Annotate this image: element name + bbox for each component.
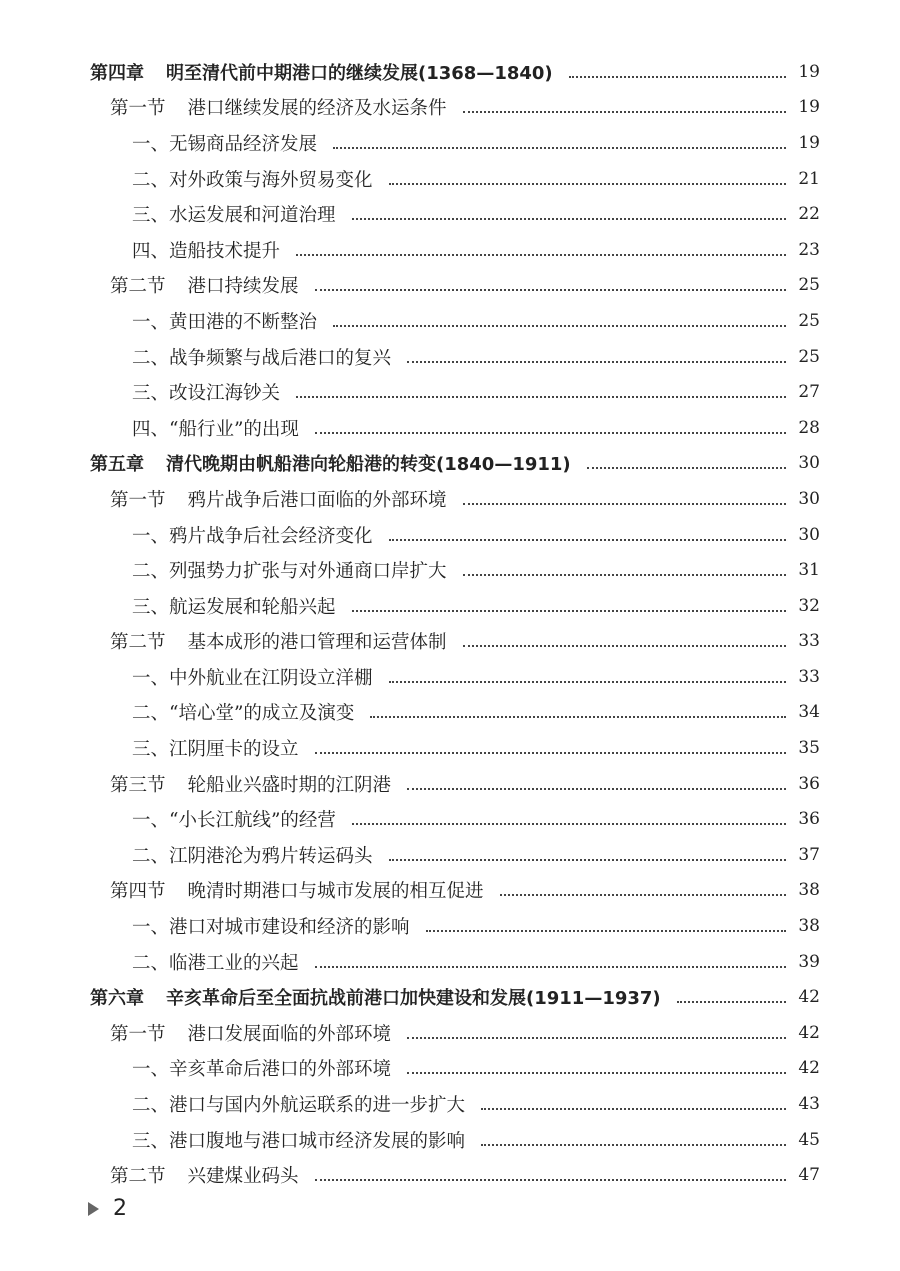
dot-leader [463, 501, 786, 505]
toc-entry-label [132, 522, 373, 548]
toc-entry-page: 47 [798, 1165, 820, 1186]
dot-leader [315, 750, 786, 754]
toc-entry-title: 对外政策与海外贸易变化 [169, 169, 373, 191]
toc-entry-title: 晚清时期港口与城市发展的相互促进 [187, 881, 484, 903]
toc-entry-number: 一、 [132, 133, 170, 155]
toc-entry-item [90, 161, 820, 197]
dot-leader [370, 714, 786, 718]
toc-entry-page: 19 [798, 132, 820, 153]
toc-entry-number: 第二节 [110, 632, 166, 654]
toc-entry-number: 一、 [132, 917, 170, 939]
toc-entry-section [90, 766, 820, 802]
toc-entry-title: 港口对城市建设和经济的影响 [169, 917, 410, 939]
toc-entry-number: 一、 [132, 667, 170, 689]
toc-entry-number: 第四节 [110, 881, 166, 903]
toc-entry-number: 二、 [132, 169, 170, 191]
toc-entry-item [90, 908, 820, 944]
toc-entry-label [132, 415, 299, 441]
toc-entry-section [90, 268, 820, 304]
toc-entry-item [90, 695, 820, 731]
toc-entry-label [132, 913, 410, 939]
toc-entry-title: “培心堂”的成立及演变 [169, 703, 355, 725]
toc-entry-title: 江阴港沦为鸦片转运码头 [169, 845, 373, 867]
toc-entry-label [110, 272, 299, 298]
toc-entry-page: 30 [798, 453, 820, 474]
toc-entry-number: 三、 [132, 1130, 170, 1152]
toc-entry-title: 临港工业的兴起 [169, 952, 299, 974]
toc-entry-number: 第六章 [90, 988, 144, 1010]
toc-entry-page: 35 [798, 738, 820, 759]
dot-leader [407, 786, 786, 790]
toc-entry-label [90, 984, 661, 1010]
toc-entry-page: 36 [798, 773, 820, 794]
toc-entry-page: 45 [798, 1129, 820, 1150]
toc-entry-item [90, 659, 820, 695]
toc-entry-page: 42 [798, 1058, 820, 1079]
toc-entry-page: 36 [798, 809, 820, 830]
dot-leader [463, 572, 786, 576]
toc-entry-item [90, 374, 820, 410]
toc-entry-title: 港口持续发展 [187, 276, 299, 298]
toc-entry-title: 造船技术提升 [169, 240, 281, 262]
toc-entry-number: 四、 [132, 240, 170, 262]
toc-entry-title: 基本成形的港口管理和运营体制 [187, 632, 447, 654]
toc-entry-label [132, 379, 280, 405]
dot-leader [352, 821, 786, 825]
dot-leader [407, 1070, 786, 1074]
toc-entry-page: 25 [798, 310, 820, 331]
toc-entry-label [110, 1162, 299, 1188]
toc-entry-label [132, 806, 336, 832]
toc-entry-number: 二、 [132, 952, 170, 974]
toc-entry-title: 黄田港的不断整治 [169, 311, 318, 333]
dot-leader [426, 928, 786, 932]
toc-entry-title: 中外航业在江阴设立洋棚 [169, 667, 373, 689]
dot-leader [389, 181, 786, 185]
toc-entry-label [90, 450, 571, 476]
toc-entry-number: 一、 [132, 810, 170, 832]
toc-entry-item [90, 517, 820, 553]
toc-entry-label [110, 94, 447, 120]
toc-entry-page: 42 [798, 1022, 820, 1043]
toc-entry-item [90, 1051, 820, 1087]
dot-leader [677, 999, 786, 1003]
dot-leader [481, 1106, 786, 1110]
toc-entry-label [110, 486, 447, 512]
toc-entry-section [90, 624, 820, 660]
toc-entry-label [132, 1127, 465, 1153]
toc-entry-number: 第二节 [110, 276, 166, 298]
toc-entry-title: 江阴厘卡的设立 [169, 739, 299, 761]
dot-leader [315, 287, 786, 291]
dot-leader [500, 892, 786, 896]
toc-entry-number: 三、 [132, 205, 170, 227]
toc-entry-label [110, 771, 391, 797]
toc-entry-item [90, 339, 820, 375]
dot-leader [569, 74, 786, 78]
toc-entry-title: 改设江海钞关 [169, 383, 281, 405]
toc-entry-title: 港口发展面临的外部环境 [187, 1023, 392, 1045]
toc-entry-label [132, 949, 299, 975]
toc-entry-page: 33 [798, 631, 820, 652]
toc-entry-page: 38 [798, 880, 820, 901]
toc-entry-section [90, 873, 820, 909]
toc-entry-title: 兴建煤业码头 [187, 1166, 299, 1188]
toc-entry-number: 三、 [132, 596, 170, 618]
dot-leader [296, 252, 786, 256]
toc-entry-item [90, 944, 820, 980]
toc-entry-title: 无锡商品经济发展 [169, 133, 318, 155]
toc-entry-label [132, 130, 317, 156]
toc-entry-page: 43 [798, 1094, 820, 1115]
toc-entry-label [132, 166, 373, 192]
toc-entry-number: 一、 [132, 311, 170, 333]
toc-entry-number: 第三节 [110, 774, 166, 796]
dot-leader [463, 109, 786, 113]
dot-leader [389, 537, 786, 541]
page-footer [88, 1196, 127, 1221]
toc-entry-title: 辛亥革命后港口的外部环境 [169, 1059, 392, 1081]
dot-leader [407, 359, 786, 363]
toc-entry-page: 42 [798, 987, 820, 1008]
toc-entry-item [90, 410, 820, 446]
toc-entry-number: 二、 [132, 347, 170, 369]
toc-entry-label [110, 1020, 391, 1046]
toc-entry-title: 清代晚期由帆船港向轮船港的转变(1840—1911) [166, 454, 571, 476]
toc-entry-title: 鸦片战争后港口面临的外部环境 [187, 489, 447, 511]
toc-entry-page: 21 [798, 168, 820, 189]
toc-entry-label [132, 1091, 465, 1117]
toc-entry-page: 31 [798, 560, 820, 581]
dot-leader [333, 323, 786, 327]
toc-entry-page: 32 [798, 595, 820, 616]
dot-leader [463, 643, 786, 647]
page-number: 2 [113, 1196, 127, 1221]
toc-entry-page: 38 [798, 916, 820, 937]
toc-entry-number: 第二节 [110, 1166, 166, 1188]
toc-entry-page: 30 [798, 488, 820, 509]
toc-entry-number: 一、 [132, 1059, 170, 1081]
toc-entry-item [90, 196, 820, 232]
toc-entry-label [132, 557, 447, 583]
toc-entry-chapter [90, 54, 820, 90]
toc-entry-number: 第四章 [90, 62, 144, 84]
toc-entry-title: 辛亥革命后至全面抗战前港口加快建设和发展(1911—1937) [166, 988, 661, 1010]
toc-entry-title: 明至清代前中期港口的继续发展(1368—1840) [166, 62, 553, 84]
toc-entry-number: 第一节 [110, 98, 166, 120]
toc-entry-title: 轮船业兴盛时期的江阴港 [187, 774, 392, 796]
toc-entry-title: 鸦片战争后社会经济变化 [169, 525, 373, 547]
toc-entry-page: 19 [798, 97, 820, 118]
toc-entry-page: 39 [798, 951, 820, 972]
toc-entry-item [90, 837, 820, 873]
toc-entry-item [90, 730, 820, 766]
toc-entry-item [90, 588, 820, 624]
toc-entry-title: “小长江航线”的经营 [169, 810, 336, 832]
dot-leader [389, 679, 786, 683]
toc-entry-section [90, 1157, 820, 1193]
dot-leader [333, 145, 786, 149]
toc-entry-number: 第五章 [90, 454, 144, 476]
toc-entry-number: 三、 [132, 739, 170, 761]
toc-entry-label [110, 877, 484, 903]
toc-entry-number: 二、 [132, 845, 170, 867]
toc-entry-section [90, 1015, 820, 1051]
toc-entry-item [90, 1122, 820, 1158]
toc-entry-item [90, 552, 820, 588]
toc-entry-title: 列强势力扩张与对外通商口岸扩大 [169, 561, 447, 583]
toc-entry-number: 二、 [132, 703, 170, 725]
toc-entry-title: 水运发展和河道治理 [169, 205, 336, 227]
toc-entry-page: 28 [798, 417, 820, 438]
toc-entry-chapter [90, 979, 820, 1015]
toc-entry-section [90, 481, 820, 517]
toc-entry-label [132, 237, 280, 263]
toc-entry-label [132, 842, 373, 868]
toc-entry-number: 三、 [132, 383, 170, 405]
toc-entry-label [132, 593, 336, 619]
toc-entry-label [132, 201, 336, 227]
toc-entry-label [90, 59, 553, 85]
toc-entry-item [90, 125, 820, 161]
dot-leader [296, 394, 786, 398]
toc-entry-section [90, 90, 820, 126]
dot-leader [389, 857, 786, 861]
toc-entry-label [132, 344, 391, 370]
dot-leader [315, 964, 786, 968]
toc-entry-page: 33 [798, 666, 820, 687]
toc-entry-page: 25 [798, 275, 820, 296]
toc-entry-page: 22 [798, 204, 820, 225]
dot-leader [315, 430, 786, 434]
toc-entry-title: 战争频繁与战后港口的复兴 [169, 347, 392, 369]
dot-leader [352, 608, 786, 612]
toc-entry-number: 四、 [132, 418, 170, 440]
toc-entry-chapter [90, 446, 820, 482]
toc-entry-page: 34 [798, 702, 820, 723]
toc-entry-number: 二、 [132, 561, 170, 583]
toc-entry-number: 一、 [132, 525, 170, 547]
toc-entry-item [90, 1086, 820, 1122]
toc-entry-label [110, 628, 447, 654]
toc-entry-label [132, 699, 354, 725]
dot-leader [352, 216, 786, 220]
toc-entry-label [132, 735, 299, 761]
toc-entry-page: 30 [798, 524, 820, 545]
toc-entry-page: 25 [798, 346, 820, 367]
toc-entry-title: 港口与国内外航运联系的进一步扩大 [169, 1095, 466, 1117]
dot-leader [587, 465, 786, 469]
toc-entry-item [90, 303, 820, 339]
dot-leader [407, 1035, 786, 1039]
dot-leader [481, 1142, 786, 1146]
toc-entry-item [90, 801, 820, 837]
toc-entry-page: 27 [798, 382, 820, 403]
toc-entry-number: 第一节 [110, 489, 166, 511]
toc-entry-label [132, 1055, 391, 1081]
toc-entry-number: 二、 [132, 1095, 170, 1117]
table-of-contents [90, 54, 820, 1193]
toc-entry-page: 23 [798, 239, 820, 260]
toc-entry-item [90, 232, 820, 268]
toc-entry-title: “船行业”的出现 [169, 418, 299, 440]
toc-entry-title: 港口继续发展的经济及水运条件 [187, 98, 447, 120]
toc-entry-number: 第一节 [110, 1023, 166, 1045]
toc-entry-label [132, 308, 317, 334]
toc-entry-label [132, 664, 373, 690]
dot-leader [315, 1177, 786, 1181]
toc-entry-page: 19 [798, 61, 820, 82]
toc-entry-page: 37 [798, 844, 820, 865]
toc-entry-title: 航运发展和轮船兴起 [169, 596, 336, 618]
triangle-right-icon [88, 1202, 99, 1216]
toc-entry-title: 港口腹地与港口城市经济发展的影响 [169, 1130, 466, 1152]
